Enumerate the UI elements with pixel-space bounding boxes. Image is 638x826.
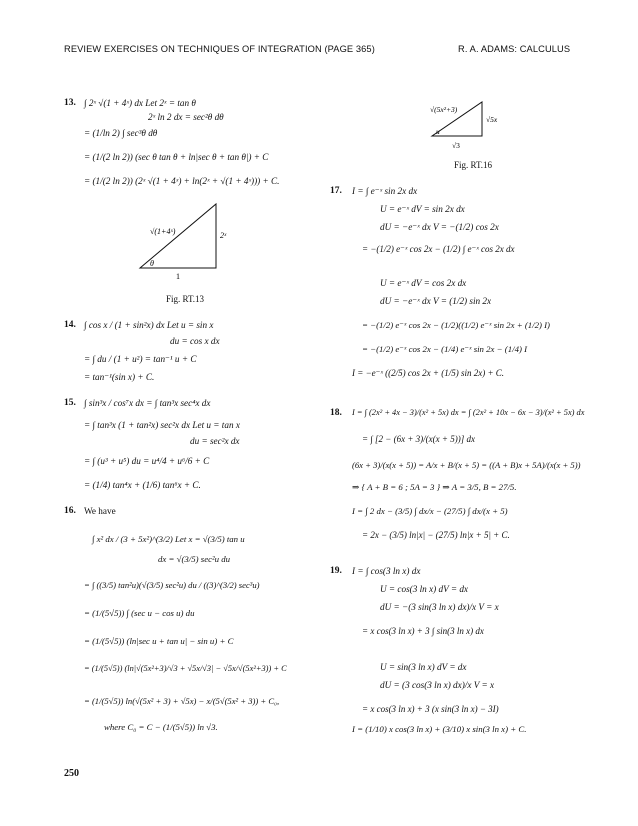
math-line: = ∫ (u³ + u⁵) du = u⁴/4 + u⁶/6 + C [84, 456, 210, 466]
opposite-label: 2ˣ [220, 231, 227, 240]
angle-label: u [436, 127, 440, 136]
exercise-label: 18. [330, 408, 342, 418]
math-line: = (1/(5√5)) ∫ (sec u − cos u) du [84, 608, 195, 618]
math-line: I = (1/10) x cos(3 ln x) + (3/10) x sin(3 ln x) + C. [352, 724, 527, 734]
math-line: = −(1/2) e⁻ˣ cos 2x − (1/2)((1/2) e⁻ˣ sin 2x + (1/2) I) [362, 320, 550, 330]
math-line: I = ∫ (2x² + 4x − 3)/(x² + 5x) dx = ∫ (2x² + 10x − 6x − 3)/(x² + 5x) dx [352, 408, 585, 417]
math-line: = −(1/2) e⁻ˣ cos 2x − (1/4) e⁻ˣ sin 2x − (1/4) I [362, 344, 528, 354]
triangle-figure-rt16 [418, 96, 518, 154]
math-line: = (1/(5√5)) ln(√(5x² + 3) + √5x) − x/(5√(5x² + 3)) + C₀, [84, 696, 280, 706]
hypotenuse-label: √(1+4ˣ) [150, 227, 176, 236]
math-line: = (1/(5√5)) (ln|√(5x²+3)/√3 + √5x/√3| − √5x/√(5x²+3)) + C [84, 664, 287, 673]
math-line: U = e⁻ˣ dV = cos 2x dx [380, 278, 467, 288]
exercise-label: 14. [64, 320, 76, 330]
math-line: = x cos(3 ln x) + 3 (x sin(3 ln x) − 3I) [362, 704, 499, 714]
math-line: ∫ x² dx / (3 + 5x²)^(3/2) Let x = √(3/5) tan u [92, 534, 245, 544]
math-line: dU = −(3 sin(3 ln x) dx)/x V = x [380, 602, 499, 612]
exercise-label: 16. [64, 506, 76, 516]
math-line: U = sin(3 ln x) dV = dx [380, 662, 467, 672]
hypotenuse-label: √(5x²+3) [430, 105, 458, 114]
math-line: 2ˣ ln 2 dx = sec²θ dθ [148, 112, 224, 122]
math-line: ⇒ { A + B = 6 ; 5A = 3 } ⇒ A = 3/5, B = 27/5. [352, 482, 517, 492]
math-line: U = e⁻ˣ dV = sin 2x dx [380, 204, 465, 214]
exercise-label: 19. [330, 566, 342, 576]
math-line: ∫ cos x / (1 + sin²x) dx Let u = sin x [84, 320, 214, 330]
math-line: I = ∫ 2 dx − (3/5) ∫ dx/x − (27/5) ∫ dx/(x + 5) [352, 506, 508, 516]
math-line: (6x + 3)/(x(x + 5)) = A/x + B/(x + 5) = ((A + B)x + 5A)/(x(x + 5)) [352, 460, 581, 470]
math-line: ∫ sin³x / cos⁷x dx = ∫ tan³x sec⁴x dx [84, 398, 211, 408]
running-header-title: REVIEW EXERCISES ON TECHNIQUES OF INTEGRATION (PAGE 365) [64, 44, 375, 54]
figure-caption: Fig. RT.13 [166, 294, 205, 304]
math-line: = ∫ du / (1 + u²) = tan⁻¹ u + C [84, 354, 197, 364]
math-line: I = −e⁻ˣ ((2/5) cos 2x + (1/5) sin 2x) + C. [352, 368, 505, 378]
math-line: = ∫ ((3/5) tan²u)(√(3/5) sec²u) du / ((3)^(3/2) sec³u) [84, 580, 260, 590]
adjacent-label: 1 [176, 272, 180, 280]
math-line: = 2x − (3/5) ln|x| − (27/5) ln|x + 5| + C. [362, 530, 510, 540]
angle-label: θ [150, 259, 154, 268]
math-line: = ∫ [2 − (6x + 3)/(x(x + 5))] dx [362, 434, 475, 444]
page-number: 250 [64, 768, 79, 779]
math-line: dx = √(3/5) sec²u du [158, 554, 231, 564]
math-line: where C₀ = C − (1/(5√5)) ln √3. [104, 722, 218, 732]
math-line: I = ∫ cos(3 ln x) dx [352, 566, 421, 576]
math-line: = (1/ln 2) ∫ sec³θ dθ [84, 128, 158, 138]
exercise-label: 13. [64, 98, 76, 108]
math-line: dU = (3 cos(3 ln x) dx)/x V = x [380, 680, 495, 690]
triangle-figure-rt13 [132, 196, 252, 280]
exercise-label: 17. [330, 186, 342, 196]
math-line: du = sec²x dx [190, 436, 240, 446]
math-line: = tan⁻¹(sin x) + C. [84, 372, 155, 382]
running-header-author: R. A. ADAMS: CALCULUS [458, 44, 571, 54]
math-line: dU = −e⁻ˣ dx V = −(1/2) cos 2x [380, 222, 499, 232]
exercise-label: 15. [64, 398, 76, 408]
figure-caption: Fig. RT.16 [454, 160, 493, 170]
math-line: = (1/4) tan⁴x + (1/6) tan⁶x + C. [84, 480, 201, 490]
math-line: I = ∫ e⁻ˣ sin 2x dx [352, 186, 418, 196]
math-line: = (1/(2 ln 2)) (2ˣ √(1 + 4ˣ) + ln(2ˣ + √(1 + 4ˣ))) + C. [84, 176, 280, 186]
math-line: = (1/(5√5)) (ln|sec u + tan u| − sin u) + C [84, 636, 234, 646]
opposite-label: √5x [486, 115, 498, 124]
math-line: ∫ 2ˣ √(1 + 4ˣ) dx Let 2ˣ = tan θ [84, 98, 196, 108]
math-line: dU = −e⁻ˣ dx V = (1/2) sin 2x [380, 296, 492, 306]
math-line: = −(1/2) e⁻ˣ cos 2x − (1/2) ∫ e⁻ˣ cos 2x dx [362, 244, 515, 254]
math-line: = (1/(2 ln 2)) (sec θ tan θ + ln|sec θ + tan θ|) + C [84, 152, 269, 162]
intro-text: We have [84, 506, 116, 516]
math-line: = ∫ tan³x (1 + tan²x) sec²x dx Let u = tan x [84, 420, 240, 430]
math-line: du = cos x dx [170, 336, 220, 346]
math-line: = x cos(3 ln x) + 3 ∫ sin(3 ln x) dx [362, 626, 484, 636]
adjacent-label: √3 [452, 141, 460, 150]
math-line: U = cos(3 ln x) dV = dx [380, 584, 469, 594]
